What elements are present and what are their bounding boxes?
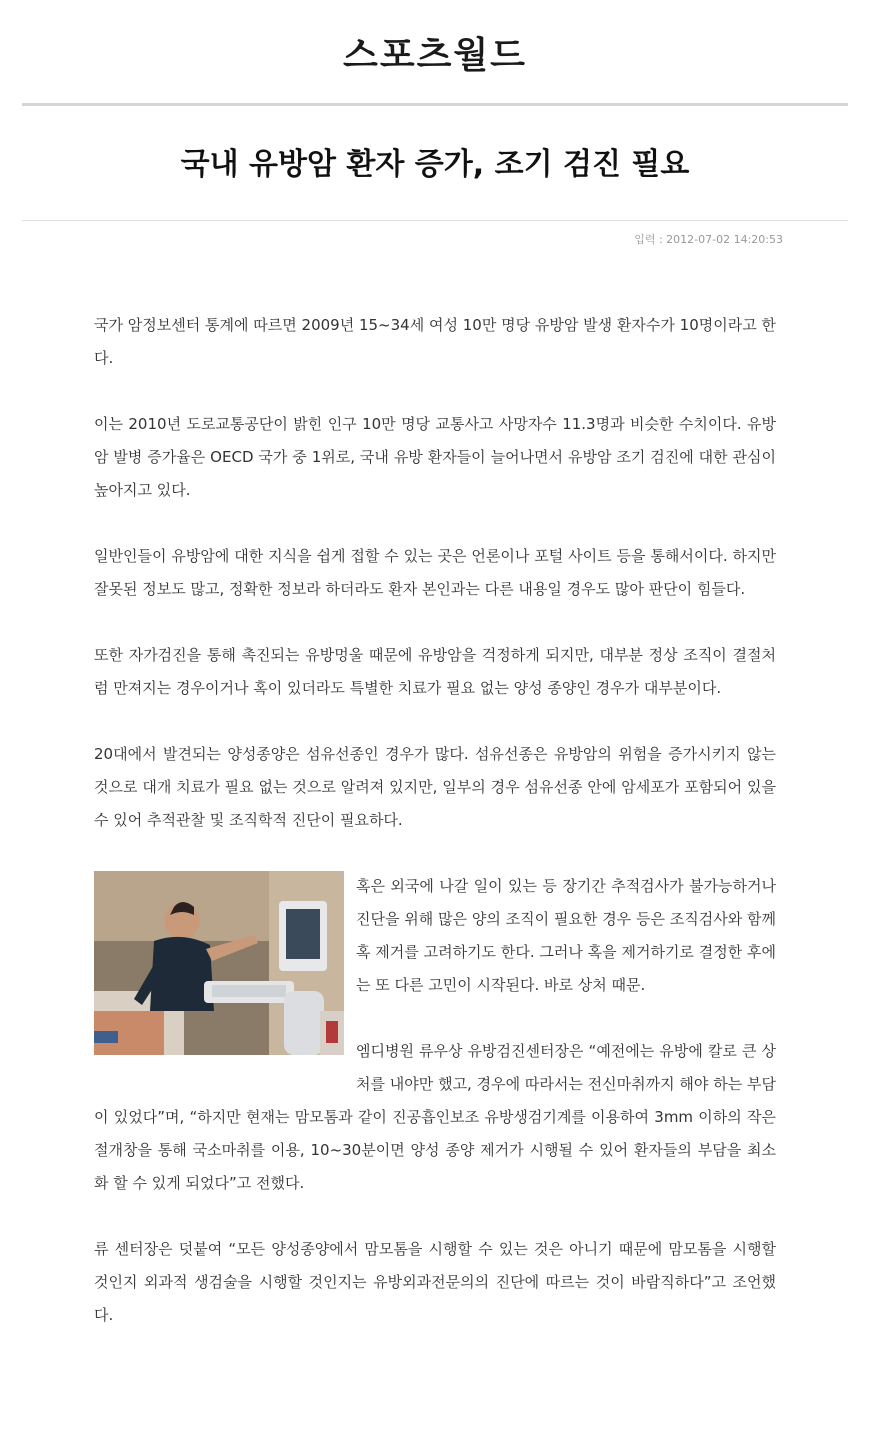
article-paragraph: 또한 자가검진을 통해 촉진되는 유방멍울 때문에 유방암을 걱정하게 되지만, 대부분 정상 조직이 결절처럼 만져지는 경우이거나 혹이 있더라도 특별한 치료가 필요 없는 양성 종양인 경우가 대부분이다.: [94, 646, 776, 697]
article-paragraph: 류 센터장은 덧붙여 “모든 양성종양에서 맘모톰을 시행할 수 있는 것은 아니기 때문에 맘모톰을 시행할 것인지 외과적 생검술을 시행할 것인지는 유방외과전문의의 진단에 따르는 것이 바람직하다”고 조언했다.: [94, 1240, 776, 1324]
article-headline: 국내 유방암 환자 증가, 조기 검진 필요: [180, 147, 690, 182]
article-paragraph: 일반인들이 유방암에 대한 지식을 쉽게 접할 수 있는 곳은 언론이나 포털 사이트 등을 통해서이다. 하지만 잘못된 정보도 많고, 정확한 정보라 하더라도 환자 본인과는 다른 내용일 경우도 많아 판단이 힘들다.: [94, 547, 776, 598]
article-paragraph: 국가 암정보센터 통계에 따르면 2009년 15~34세 여성 10만 명당 유방암 발생 환자수가 10명이라고 한다.: [94, 316, 776, 367]
site-logo[interactable]: 스포츠월드: [343, 35, 527, 76]
article-paragraph: 20대에서 발견되는 양성종양은 섬유선종인 경우가 많다. 섬유선종은 유방암의 위험을 증가시키지 않는 것으로 대개 치료가 필요 없는 것으로 알려져 있지만, 일부의 경우 섬유선종 안에 암세포가 포함되어 있을 수 있어 추적관찰 및 조직학적 진단이 필요하다.: [94, 745, 776, 829]
article-dateline: 입력 : 2012-07-02 14:20:53: [634, 233, 783, 246]
article-photo: [94, 871, 344, 1055]
masthead-divider: [22, 103, 848, 106]
article-body: [94, 309, 776, 1365]
masthead: [0, 28, 870, 84]
article-paragraph: 엠디병원 류우상 유방검진센터장은 “예전에는 유방에 칼로 큰 상처를 내야만 했고, 경우에 따라서는 전신마취까지 해야 하는 부담이 있었다”며, “하지만 현재는 맘모톰과 같이 진공흡인보조 유방생검기계를 이용하여 3mm 이하의 작은 절개창을 통해 국소마취를 이용, 10~30분이면 양성 종양 제거가 시행될 수 있어 환자들의 부담을 최소화 할 수 있게 되었다”고 전했다.: [94, 1042, 776, 1192]
article-paragraph: 이는 2010년 도로교통공단이 밝힌 인구 10만 명당 교통사고 사망자수 11.3명과 비슷한 수치이다. 유방암 발병 증가율은 OECD 국가 중 1위로, 국내 유방 환자들이 늘어나면서 유방암 조기 검진에 대한 관심이 높아지고 있다.: [94, 415, 776, 499]
article-paragraph: 혹은 외국에 나갈 일이 있는 등 장기간 추적검사가 불가능하거나 진단을 위해 많은 양의 조직이 필요한 경우 등은 조직검사와 함께 혹 제거를 고려하기도 한다. 그러나 혹을 제거하기로 결정한 후에는 또 다른 고민이 시작된다. 바로 상처 때문.: [356, 877, 776, 994]
headline-divider: [22, 220, 848, 221]
